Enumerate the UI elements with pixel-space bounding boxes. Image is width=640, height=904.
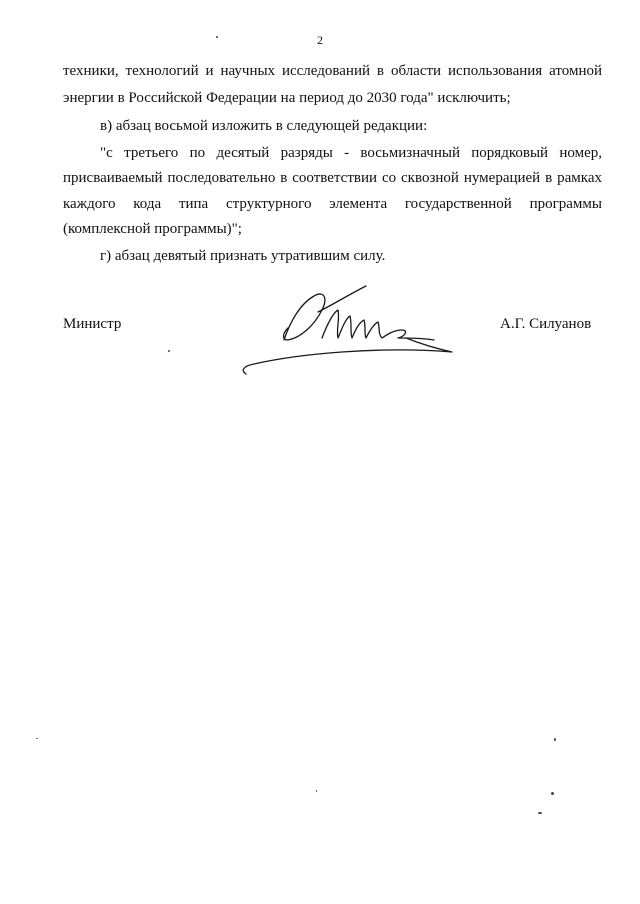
body-line-5: присваиваемый последовательно в соответствии со сквозной нумерацией в рамках xyxy=(63,170,602,186)
body-line-6: каждого кода типа структурного элемента государственной программы xyxy=(63,196,602,212)
handwritten-signature xyxy=(238,282,468,382)
scan-speck xyxy=(551,792,554,795)
scan-speck xyxy=(538,812,542,814)
body-line-1: техники, технологий и научных исследований в области использования атомной xyxy=(63,63,602,79)
scan-speck xyxy=(168,350,170,352)
body-line-7: (комплексной программы)"; xyxy=(63,221,242,237)
minister-title: Министр xyxy=(63,316,122,332)
body-line-2: энергии в Российской Федерации на период до 2030 года" исключить; xyxy=(63,90,511,106)
minister-name: А.Г. Силуанов xyxy=(500,316,592,332)
scan-speck xyxy=(36,738,38,739)
scan-speck xyxy=(216,36,218,38)
body-line-8: г) абзац девятый признать утратившим силу. xyxy=(100,248,386,264)
body-line-3: в) абзац восьмой изложить в следующей редакции: xyxy=(100,118,428,134)
page-number: 2 xyxy=(317,33,323,47)
body-line-4: "с третьего по десятый разряды - восьмизначный порядковый номер, xyxy=(100,145,602,161)
scan-speck xyxy=(554,738,556,741)
scan-speck xyxy=(316,790,317,792)
